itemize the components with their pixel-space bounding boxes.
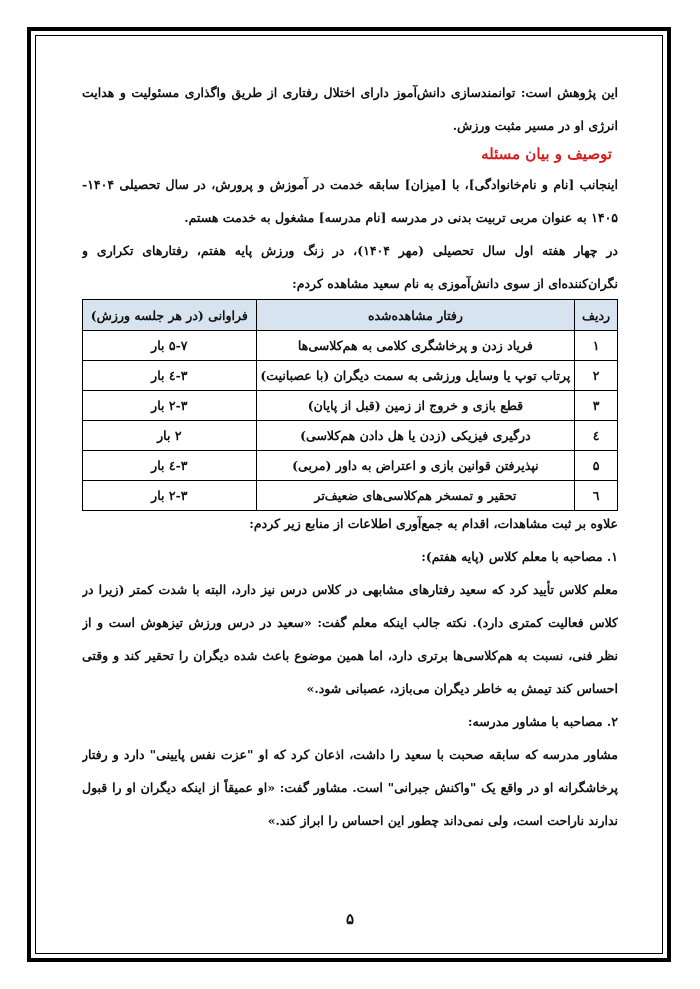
row-number: ۱ [575, 331, 618, 361]
row-number: ۳ [575, 391, 618, 421]
row-number: ٤ [575, 421, 618, 451]
table-row [83, 451, 618, 481]
counselor-line-3: ندارند ناراحت است، ولی نمی‌داند چطور این احساس را ابراز کند.» [267, 813, 618, 828]
row-behavior: پرتاب توپ یا وسایل ورزشی به سمت دیگران (با عصبانیت) [256, 361, 574, 391]
teacher-line-2: کلاس فعالیت کمتری دارد). نکته جالب اینکه معلم گفت: «سعید در درس ورزش تیزهوش است و از [82, 615, 618, 630]
row-frequency: ۲-۳ بار [83, 391, 257, 421]
counselor-line-1: مشاور مدرسه که سابقه صحبت با سعید را داشت، اذعان کرد که او "عزت نفس پایینی" دارد و رفتار [82, 747, 618, 762]
header-frequency: فراوانی (در هر جلسه ورزش) [83, 300, 257, 331]
counselor-interview-heading: ۲. مصاحبه با مشاور مدرسه: [467, 714, 618, 729]
row-number: ۵ [575, 451, 618, 481]
row-frequency: ۲-۳ بار [83, 481, 257, 511]
row-behavior: فریاد زدن و پرخاشگری کلامی به هم‌کلاسی‌ها [256, 331, 574, 361]
table-row [83, 361, 618, 391]
row-behavior: درگیری فیزیکی (زدن یا هل دادن هم‌کلاسی) [256, 421, 574, 451]
row-frequency: ۲ بار [83, 421, 257, 451]
row-behavior: قطع بازی و خروج از زمین (قبل از پایان) [256, 391, 574, 421]
table-row [83, 481, 618, 511]
header-row-number: ردیف [575, 300, 618, 331]
page-number: ۵ [345, 910, 355, 928]
row-number: ٦ [575, 481, 618, 511]
after-line-1: علاوه بر ثبت مشاهدات، اقدام به جمع‌آوری اطلاعات از منابع زیر کردم: [249, 516, 618, 531]
row-number: ۲ [575, 361, 618, 391]
behavior-table [82, 299, 618, 511]
table-header-row [83, 300, 618, 331]
header-behavior: رفتار مشاهده‌شده [256, 300, 574, 331]
teacher-line-4: احساس کند تیمش به خاطر دیگران می‌بازد، عصبانی شود.» [306, 681, 618, 696]
desc-line-1: اینجانب [نام و نام‌خانوادگی]، با [میزان] سابقه خدمت در آموزش و پرورش، در سال تحصیلی ۱۴۰۴- [82, 177, 618, 192]
teacher-line-3: نظر فنی، نسبت به هم‌کلاسی‌ها برتری دارد، اما همین موضوع باعث شده دیگران را تحقیر کند و وقتی [82, 648, 618, 663]
desc-line-4: نگران‌کننده‌ای از سوی دانش‌آموزی به نام سعید مشاهده کردم: [292, 276, 618, 291]
row-frequency: ۳-٤ بار [83, 361, 257, 391]
row-frequency: ۳-٤ بار [83, 451, 257, 481]
counselor-line-2: پرخاشگرانه او در واقع یک "واکنش جبرانی" است. مشاور گفت: «او عمیقاً از اینکه دیگران او را قبول [82, 780, 618, 795]
table-row [83, 331, 618, 361]
row-behavior: نپذیرفتن قوانین بازی و اعتراض به داور (مربی) [256, 451, 574, 481]
section-heading: توصیف و بیان مسئله [481, 145, 612, 163]
desc-line-2: ۱۴۰۵ به عنوان مربی تربیت بدنی در مدرسه [نام مدرسه] مشغول به خدمت هستم. [184, 210, 618, 225]
intro-line-1: این پژوهش است: توانمندسازی دانش‌آموز دارای اختلال رفتاری از طریق واگذاری مسئولیت و هدایت [82, 85, 618, 100]
table-row [83, 421, 618, 451]
intro-line-2: انرژی او در مسیر مثبت ورزش. [452, 118, 618, 133]
row-behavior: تحقیر و تمسخر هم‌کلاسی‌های ضعیف‌تر [256, 481, 574, 511]
row-frequency: ۵-۷ بار [83, 331, 257, 361]
document-body [82, 82, 618, 843]
teacher-interview-heading: ۱. مصاحبه با معلم کلاس (پایه هفتم): [421, 549, 618, 564]
table-row [83, 391, 618, 421]
teacher-line-1: معلم کلاس تأیید کرد که سعید رفتارهای مشابهی در کلاس درس نیز دارد، البته با شدت کمتر (زیرا در [82, 582, 618, 597]
desc-line-3: در چهار هفته اول سال تحصیلی (مهر ۱۴۰۴)، در زنگ ورزش پایه هفتم، رفتارهای تکراری و [82, 243, 618, 258]
